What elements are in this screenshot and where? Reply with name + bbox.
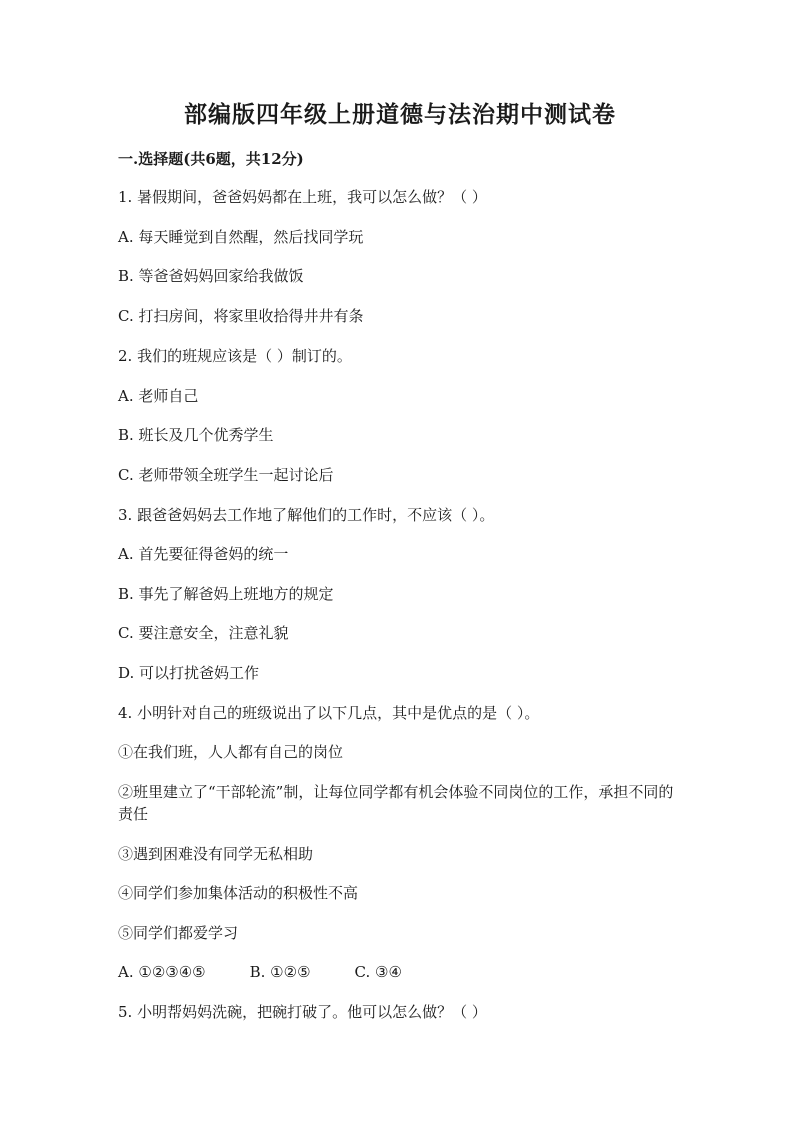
question-4-statement-4: ④同学们参加集体活动的积极性不高 [118,884,359,902]
question-2-option-c: C. 老师带领全班学生一起讨论后 [118,466,334,484]
question-1-option-c: C. 打扫房间，将家里收拾得井井有条 [118,307,364,325]
question-3-option-c: C. 要注意安全，注意礼貌 [118,624,289,642]
question-1-option-b: B. 等爸爸妈妈回家给我做饭 [118,267,304,285]
question-2-stem: 2. 我们的班规应该是（ ）制订的。 [118,347,352,365]
question-3-option-d: D. 可以打扰爸妈工作 [118,664,260,682]
question-4-statement-5: ⑤同学们都爱学习 [118,924,239,942]
question-4-statement-2: ②班里建立了“干部轮流”制，让每位同学都有机会体验不同岗位的工作，承担不同的责任 [118,783,674,823]
question-4-statement-3: ③遇到困难没有同学无私相助 [118,845,314,863]
question-1-option-a: A. 每天睡觉到自然醒，然后找同学玩 [118,228,364,246]
exam-title: 部编版四年级上册道德与法治期中测试卷 [184,101,616,128]
question-4-option-c: C. ③④ [354,963,402,981]
question-5-stem: 5. 小明帮妈妈洗碗，把碗打破了。他可以怎么做？（ ） [118,1003,487,1021]
question-4-options [118,961,446,983]
question-2-option-b: B. 班长及几个优秀学生 [118,426,274,444]
question-2-option-a: A. 老师自己 [118,387,199,405]
question-4-option-b: B. ①②⑤ [249,963,311,981]
question-3-option-b: B. 事先了解爸妈上班地方的规定 [118,585,334,603]
question-4-option-a: A. ①②③④⑤ [118,963,206,981]
section-heading: 一.选择题(共6题，共12分) [118,150,304,168]
question-1-stem: 1. 暑假期间，爸爸妈妈都在上班，我可以怎么做？（ ） [118,188,487,206]
question-3-option-a: A. 首先要征得爸妈的统一 [118,545,289,563]
question-3-stem: 3. 跟爸爸妈妈去工作地了解他们的工作时，不应该（ ）。 [118,506,495,524]
question-4-stem: 4. 小明针对自己的班级说出了以下几点，其中是优点的是（ ）。 [118,704,540,722]
question-4-statement-1: ①在我们班，人人都有自己的岗位 [118,743,344,761]
